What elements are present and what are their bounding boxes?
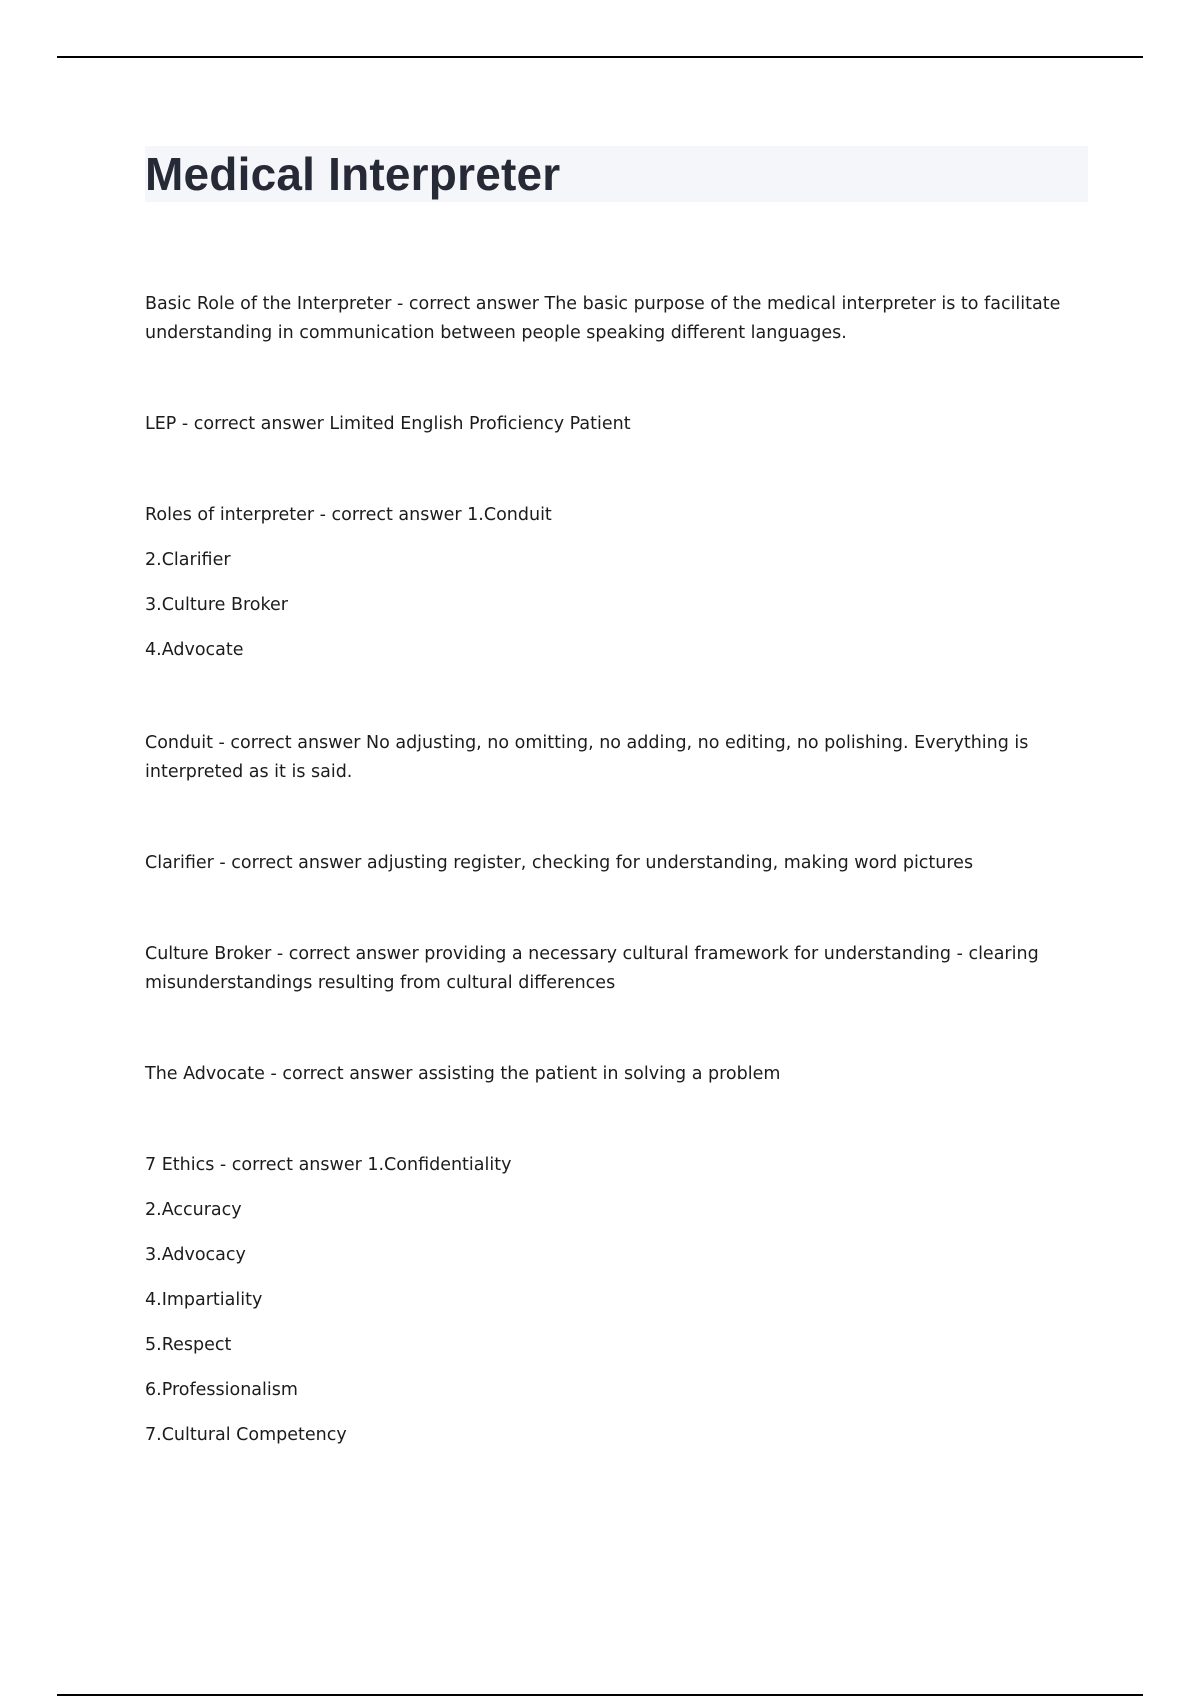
list-item: 4.Impartiality <box>145 1290 263 1310</box>
list-item: 3.Culture Broker <box>145 595 288 615</box>
entry-clarifier <box>145 849 1095 878</box>
list-item: 4.Advocate <box>145 640 244 660</box>
entry-text: Clarifier - correct answer adjusting register, checking for understanding, making word pictures <box>145 853 974 873</box>
entry-text: Culture Broker - correct answer providing a necessary cultural framework for understanding - clearing misunderstandings resulting from cultural differences <box>145 944 1039 993</box>
list-item: 3.Advocacy <box>145 1245 246 1265</box>
entry-lep <box>145 410 1095 439</box>
list-item: 2.Accuracy <box>145 1200 242 1220</box>
entry-culture-broker <box>145 940 1095 998</box>
entry-text: Conduit - correct answer No adjusting, no omitting, no adding, no editing, no polishing. Everything is interpreted as it is said. <box>145 733 1029 782</box>
entry-text: LEP - correct answer Limited English Proficiency Patient <box>145 414 631 434</box>
entry-advocate <box>145 1060 1095 1089</box>
list-item: 2.Clarifier <box>145 550 231 570</box>
list-item: 7.Cultural Competency <box>145 1425 347 1445</box>
footer-rule <box>57 1694 1143 1696</box>
entry-conduit <box>145 729 1095 787</box>
header-rule <box>57 56 1143 58</box>
entry-seven-ethics <box>145 1151 1095 1450</box>
list-item: 7 Ethics - correct answer 1.Confidentiality <box>145 1155 512 1175</box>
entry-text: Basic Role of the Interpreter - correct answer The basic purpose of the medical interpreter is to facilitate understanding in communication between people speaking different languages. <box>145 294 1061 343</box>
entry-basic-role <box>145 290 1095 348</box>
entry-text: The Advocate - correct answer assisting the patient in solving a problem <box>145 1064 781 1084</box>
list-item: Roles of interpreter - correct answer 1.Conduit <box>145 505 552 525</box>
list-item: 6.Professionalism <box>145 1380 298 1400</box>
entry-roles-of-interpreter <box>145 501 1095 665</box>
list-item: 5.Respect <box>145 1335 232 1355</box>
page-title: Medical Interpreter <box>145 148 561 200</box>
